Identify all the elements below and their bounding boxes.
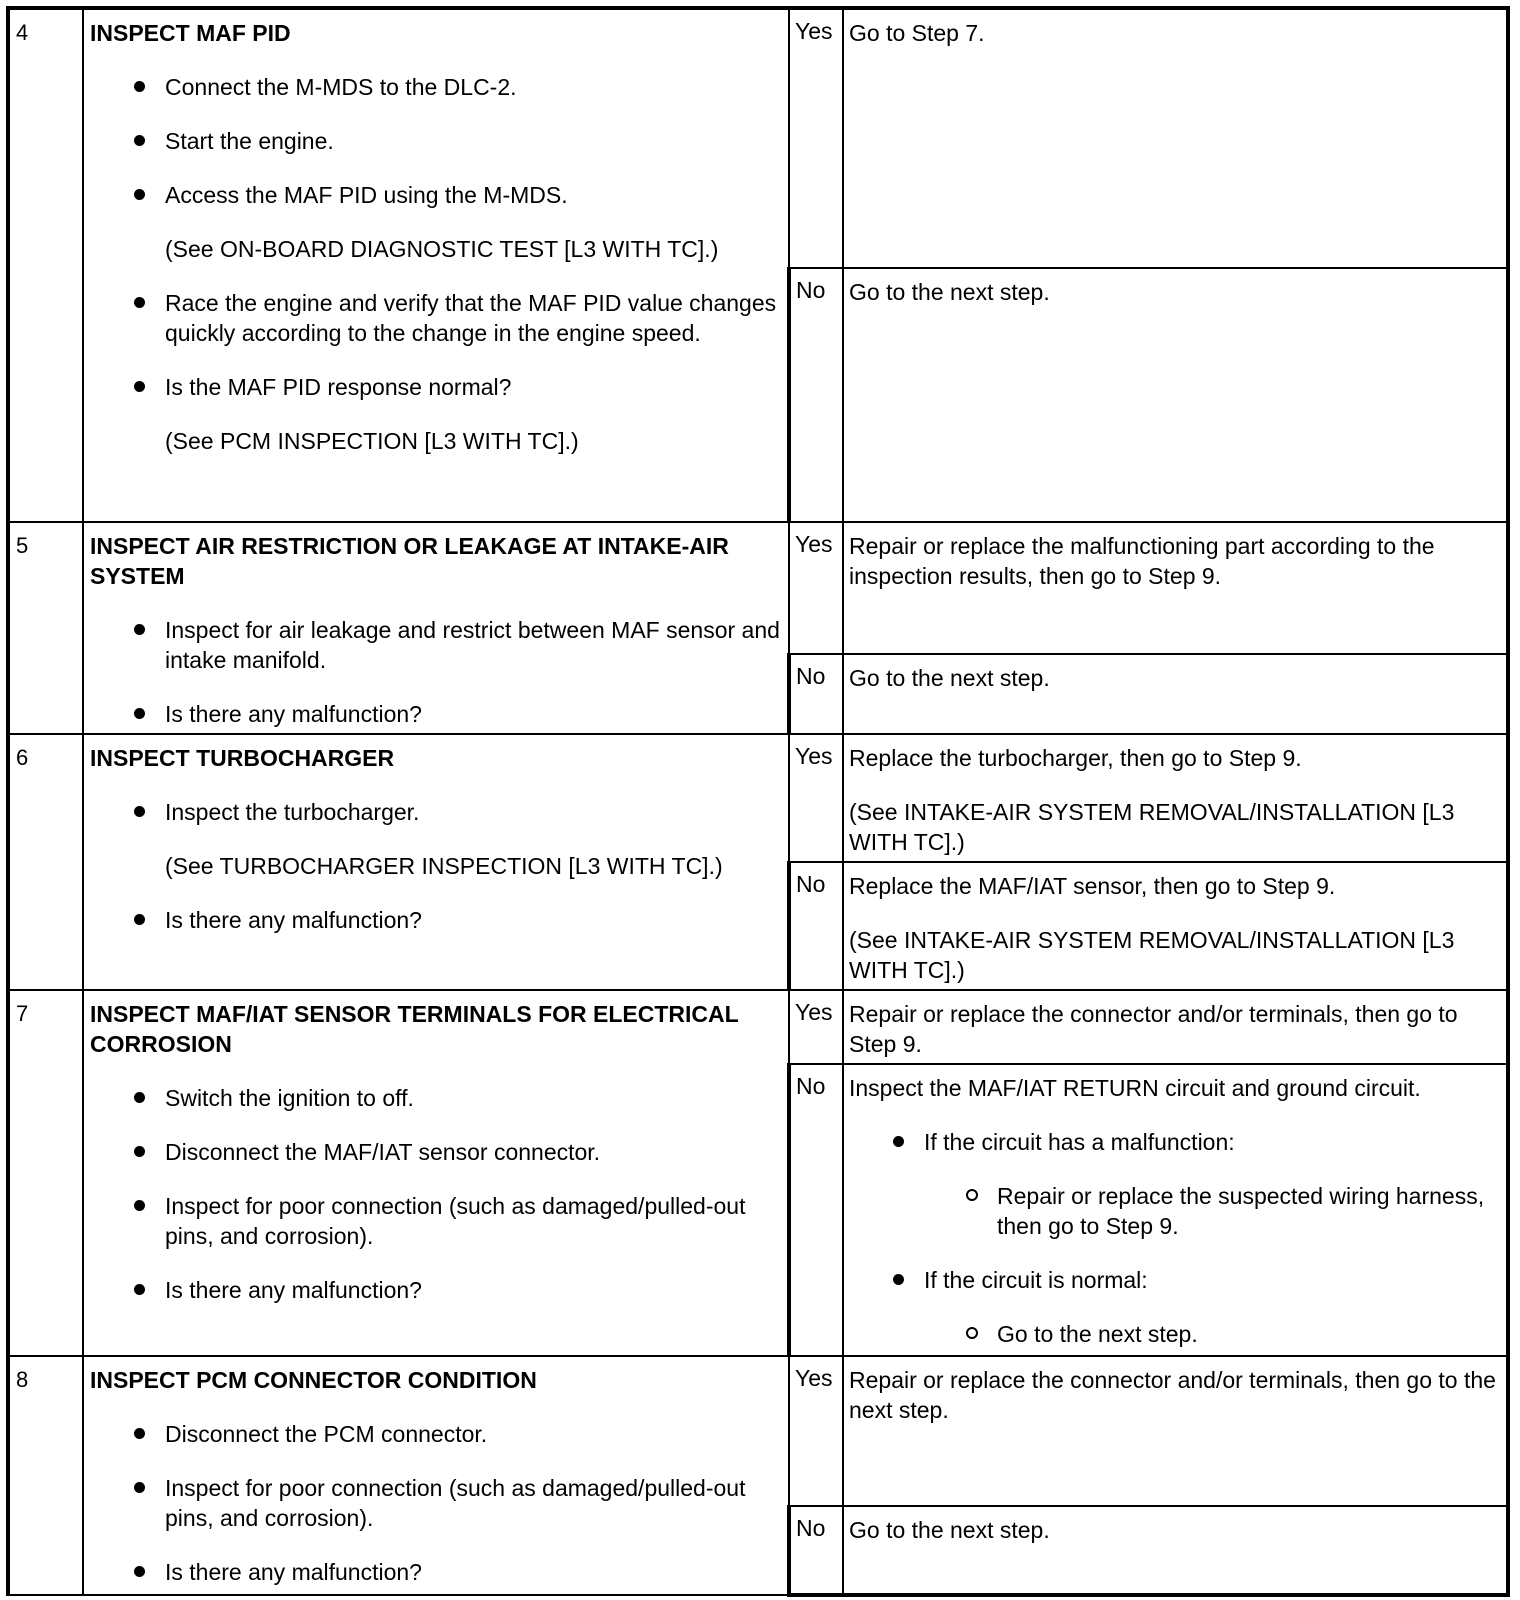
step-number: 6 — [8, 734, 83, 990]
no-label: No — [789, 654, 843, 734]
step-bullet: Is there any malfunction? — [90, 1557, 781, 1587]
step-row-yes — [8, 1356, 1508, 1506]
no-action-bullets — [849, 1127, 1500, 1349]
step-description — [83, 522, 789, 734]
step-row-yes — [8, 8, 1508, 268]
step-title: INSPECT TURBOCHARGER — [90, 745, 395, 771]
step-row-yes — [8, 734, 1508, 862]
step-title: INSPECT MAF PID — [90, 20, 291, 46]
step-bullet: Start the engine. — [90, 126, 781, 156]
diagnostic-procedure-table — [6, 6, 1510, 1597]
step-bullet: Inspect for poor connection (such as damaged/pulled-out pins, and corrosion). — [90, 1191, 781, 1251]
step-title: INSPECT PCM CONNECTOR CONDITION — [90, 1367, 537, 1393]
no-reference-note: (See INTAKE-AIR SYSTEM REMOVAL/INSTALLATION [L3 WITH TC].) — [849, 927, 1455, 983]
yes-action-text: Go to Step 7. — [849, 20, 985, 46]
yes-action-text: Repair or replace the connector and/or terminals, then go to the next step. — [849, 1367, 1496, 1423]
no-action — [843, 1506, 1508, 1595]
step-description — [83, 990, 789, 1356]
step-bullet: Switch the ignition to off. — [90, 1083, 781, 1113]
step-bullet-list — [90, 1083, 781, 1305]
step-bullet — [90, 180, 781, 210]
step-reference-note: (See PCM INSPECTION [L3 WITH TC].) — [165, 428, 579, 454]
no-action-text: Inspect the MAF/IAT RETURN circuit and ground circuit. — [849, 1075, 1421, 1101]
step-number: 8 — [8, 1356, 83, 1595]
yes-label: Yes — [789, 1356, 843, 1506]
no-action — [843, 862, 1508, 990]
step-reference-note: (See TURBOCHARGER INSPECTION [L3 WITH TC].) — [165, 853, 723, 879]
yes-action — [843, 734, 1508, 862]
yes-action — [843, 8, 1508, 268]
no-action-bullet-text: If the circuit has a malfunction: — [924, 1129, 1235, 1155]
no-action-bullet — [849, 1265, 1500, 1349]
step-bullet: Is there any malfunction? — [90, 1275, 781, 1305]
no-action-text: Go to the next step. — [849, 1517, 1050, 1543]
no-label: No — [789, 1064, 843, 1356]
yes-action-text: Repair or replace the connector and/or terminals, then go to Step 9. — [849, 1001, 1458, 1057]
step-bullet-list — [90, 905, 781, 935]
step-bullet: Inspect for air leakage and restrict between MAF sensor and intake manifold. — [90, 615, 781, 675]
yes-action — [843, 522, 1508, 654]
no-label: No — [789, 1506, 843, 1595]
step-bullet-list — [90, 288, 781, 402]
step-bullet: Inspect for poor connection (such as damaged/pulled-out pins, and corrosion). — [90, 1473, 781, 1533]
step-bullet: Connect the M-MDS to the DLC-2. — [90, 72, 781, 102]
no-action-subbullets — [924, 1181, 1500, 1241]
step-bullet: Disconnect the MAF/IAT sensor connector. — [90, 1137, 781, 1167]
step-bullet: Is there any malfunction? — [90, 699, 781, 729]
step-bullet-list — [90, 797, 781, 827]
yes-label: Yes — [789, 734, 843, 862]
no-action-subbullet: Repair or replace the suspected wiring harness, then go to Step 9. — [924, 1181, 1500, 1241]
no-label: No — [789, 268, 843, 522]
step-bullet: Disconnect the PCM connector. — [90, 1419, 781, 1449]
no-action-subbullet: Go to the next step. — [924, 1319, 1500, 1349]
yes-label: Yes — [789, 8, 843, 268]
step-title: INSPECT AIR RESTRICTION OR LEAKAGE AT INTAKE-AIR SYSTEM — [90, 533, 729, 589]
yes-action — [843, 1356, 1508, 1506]
yes-action-text: Replace the turbocharger, then go to Step 9. — [849, 745, 1302, 771]
no-action-text: Replace the MAF/IAT sensor, then go to Step 9. — [849, 873, 1336, 899]
step-bullet-list — [90, 1419, 781, 1587]
no-action-bullet-text: If the circuit is normal: — [924, 1267, 1148, 1293]
yes-reference-note: (See INTAKE-AIR SYSTEM REMOVAL/INSTALLATION [L3 WITH TC].) — [849, 799, 1455, 855]
no-action — [843, 268, 1508, 522]
step-bullet-text: Access the MAF PID using the M-MDS. — [165, 182, 568, 208]
step-row-yes — [8, 990, 1508, 1064]
step-bullet-list — [90, 615, 781, 729]
step-number: 7 — [8, 990, 83, 1356]
step-row-yes — [8, 522, 1508, 654]
step-bullet: Race the engine and verify that the MAF PID value changes quickly according to the change in the engine speed. — [90, 288, 781, 348]
step-bullet-list — [90, 72, 781, 210]
step-bullet: Is there any malfunction? — [90, 905, 781, 935]
step-title: INSPECT MAF/IAT SENSOR TERMINALS FOR ELECTRICAL CORROSION — [90, 1001, 739, 1057]
step-number: 5 — [8, 522, 83, 734]
no-action — [843, 1064, 1508, 1356]
yes-action-text: Repair or replace the malfunctioning part according to the inspection results, then go to Step 9. — [849, 533, 1435, 589]
no-label: No — [789, 862, 843, 990]
yes-action — [843, 990, 1508, 1064]
yes-label: Yes — [789, 990, 843, 1064]
no-action-text: Go to the next step. — [849, 665, 1050, 692]
step-reference-note: (See ON-BOARD DIAGNOSTIC TEST [L3 WITH TC].) — [165, 236, 719, 262]
no-action-bullet — [849, 1127, 1500, 1241]
step-bullet: Inspect the turbocharger. — [90, 797, 781, 827]
step-description — [83, 734, 789, 990]
step-description — [83, 1356, 789, 1595]
no-action-subbullets — [924, 1319, 1500, 1349]
no-action — [843, 654, 1508, 734]
step-description — [83, 8, 789, 522]
no-action-text: Go to the next step. — [849, 279, 1050, 305]
step-number: 4 — [8, 8, 83, 522]
step-bullet: Is the MAF PID response normal? — [90, 372, 781, 402]
yes-label: Yes — [789, 522, 843, 654]
